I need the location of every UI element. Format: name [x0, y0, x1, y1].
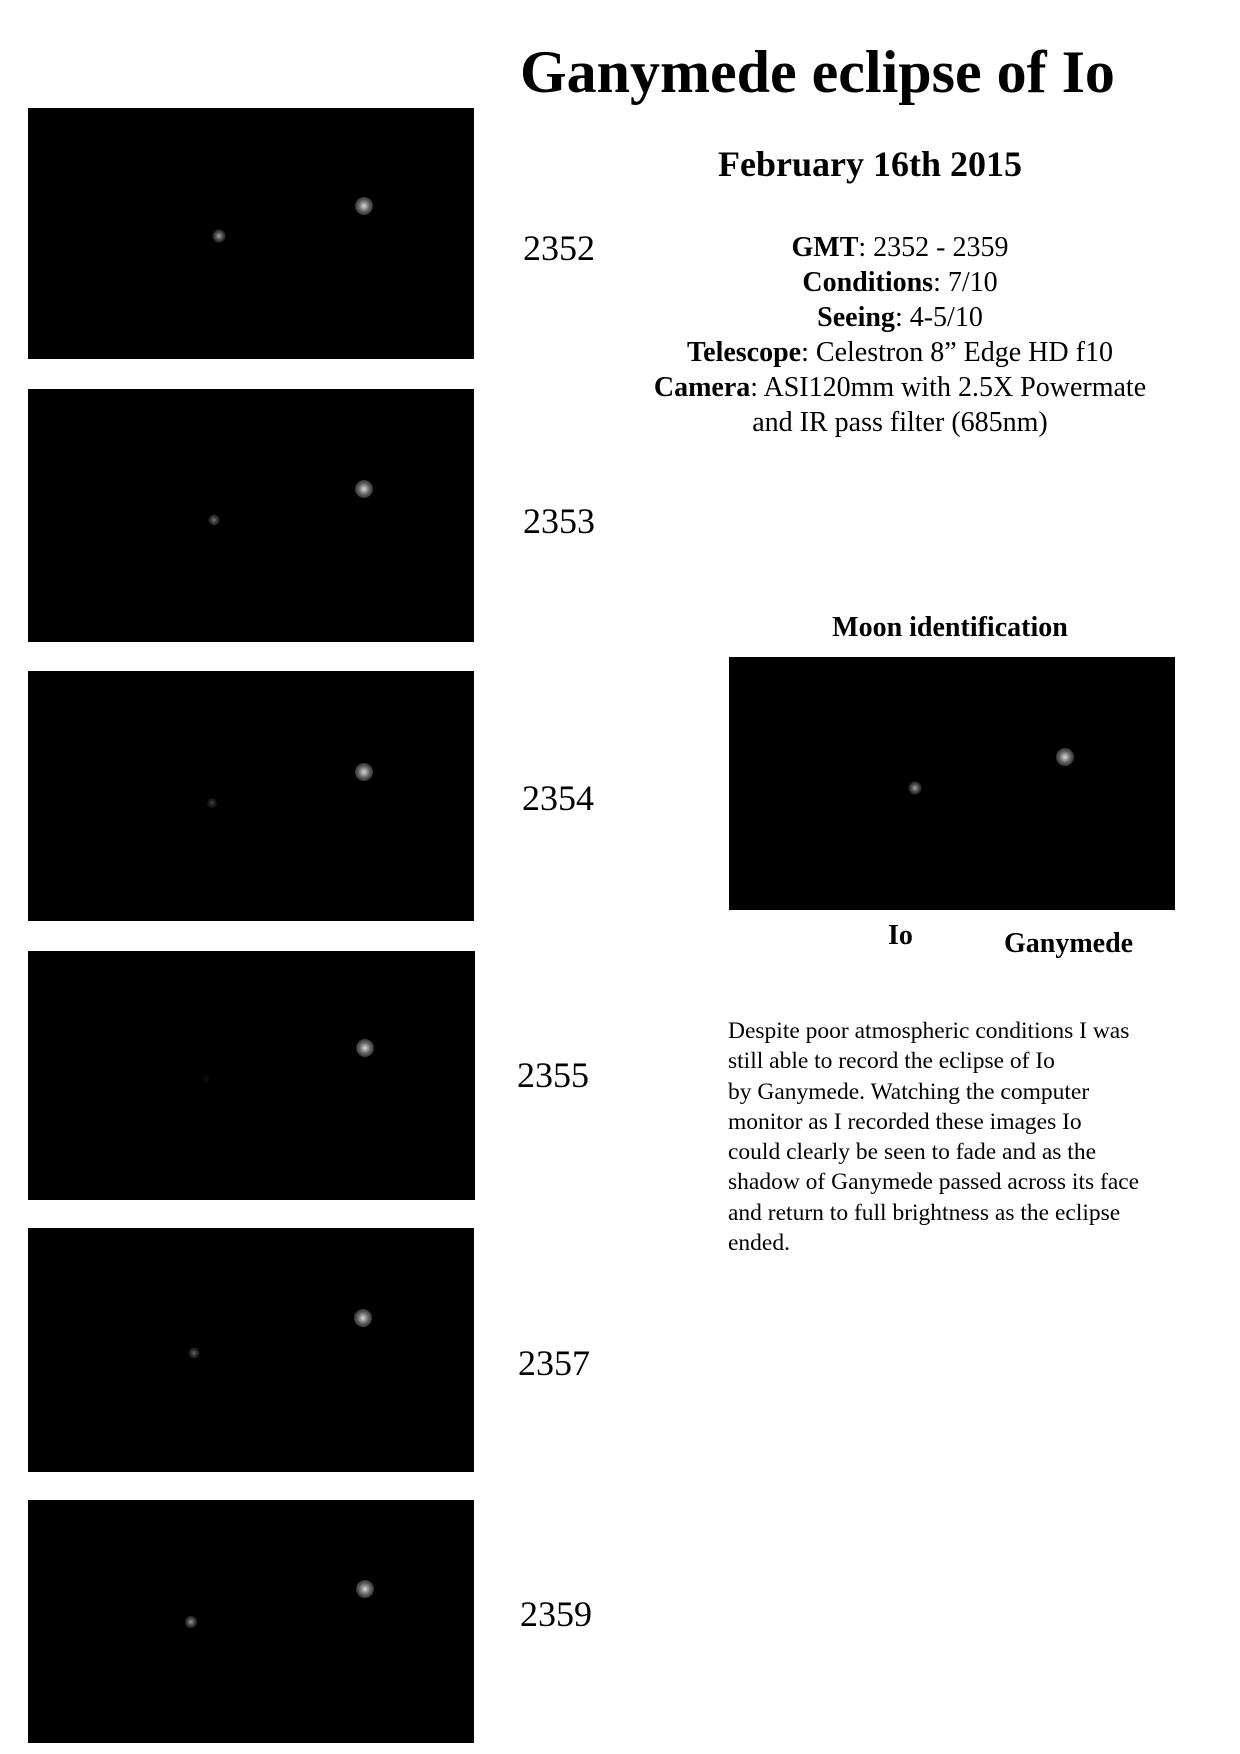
io-moon [189, 1348, 200, 1359]
frame-time-label: 2357 [518, 1343, 590, 1383]
detail-label: Telescope [687, 337, 802, 368]
moon-identification-title: Moon identification [832, 612, 1068, 643]
page-title: Ganymede eclipse of Io [520, 39, 1115, 105]
detail-value: : ASI120mm with 2.5X Powermate [750, 372, 1147, 403]
observation-details [630, 230, 1170, 440]
eclipse-frame-image [28, 951, 475, 1200]
detail-value: : 4-5/10 [894, 302, 983, 333]
detail-conditions [630, 265, 1170, 300]
io-moon [213, 230, 226, 243]
detail-value: : Celestron 8” Edge HD f10 [801, 337, 1113, 368]
detail-camera-continued [630, 405, 1170, 440]
frame-time-label: 2359 [520, 1594, 592, 1634]
moon-identification-image [729, 657, 1175, 910]
io-moon [909, 782, 922, 795]
ganymede-moon [355, 763, 373, 781]
frame-time-label: 2355 [517, 1055, 589, 1095]
ganymede-moon [356, 1580, 374, 1598]
io-label: Io [888, 920, 913, 951]
ganymede-moon [355, 197, 373, 215]
detail-label: GMT [791, 232, 859, 263]
io-moon [209, 515, 220, 526]
io-moon [202, 1075, 210, 1083]
ganymede-moon [1056, 748, 1074, 766]
detail-seeing [630, 300, 1170, 335]
ganymede-moon [355, 480, 373, 498]
detail-camera [630, 370, 1170, 405]
detail-value: : 7/10 [933, 267, 998, 298]
frame-time-label: 2354 [522, 778, 594, 818]
eclipse-frame-image [28, 1500, 474, 1743]
eclipse-frame-image [28, 1228, 474, 1472]
ganymede-moon [356, 1039, 374, 1057]
io-moon [207, 798, 217, 808]
detail-gmt [630, 230, 1170, 265]
detail-label: Camera [653, 372, 751, 403]
detail-value: and IR pass filter (685nm) [752, 407, 1048, 438]
eclipse-frame-image [28, 108, 474, 359]
frame-time-label: 2353 [523, 501, 595, 541]
eclipse-frame-image [28, 389, 474, 642]
detail-label: Seeing [817, 302, 895, 333]
detail-telescope [630, 335, 1170, 370]
ganymede-moon [354, 1309, 372, 1327]
ganymede-label: Ganymede [1004, 928, 1134, 959]
detail-value: : 2352 - 2359 [858, 232, 1009, 263]
eclipse-frame-image [28, 671, 474, 921]
observation-date: February 16th 2015 [718, 144, 1022, 184]
description-paragraph: Despite poor atmospheric conditions I was still able to record the eclipse of Io by Ganymede. Watching the computer monitor as I recorded these images Io could clearly be seen to fade and as the shadow of Ganymede passed across its face and return to full brightness as the eclipse ended. [728, 1018, 1140, 1257]
io-moon [185, 1616, 197, 1628]
frame-time-label: 2352 [523, 228, 595, 268]
detail-label: Conditions [802, 267, 934, 298]
